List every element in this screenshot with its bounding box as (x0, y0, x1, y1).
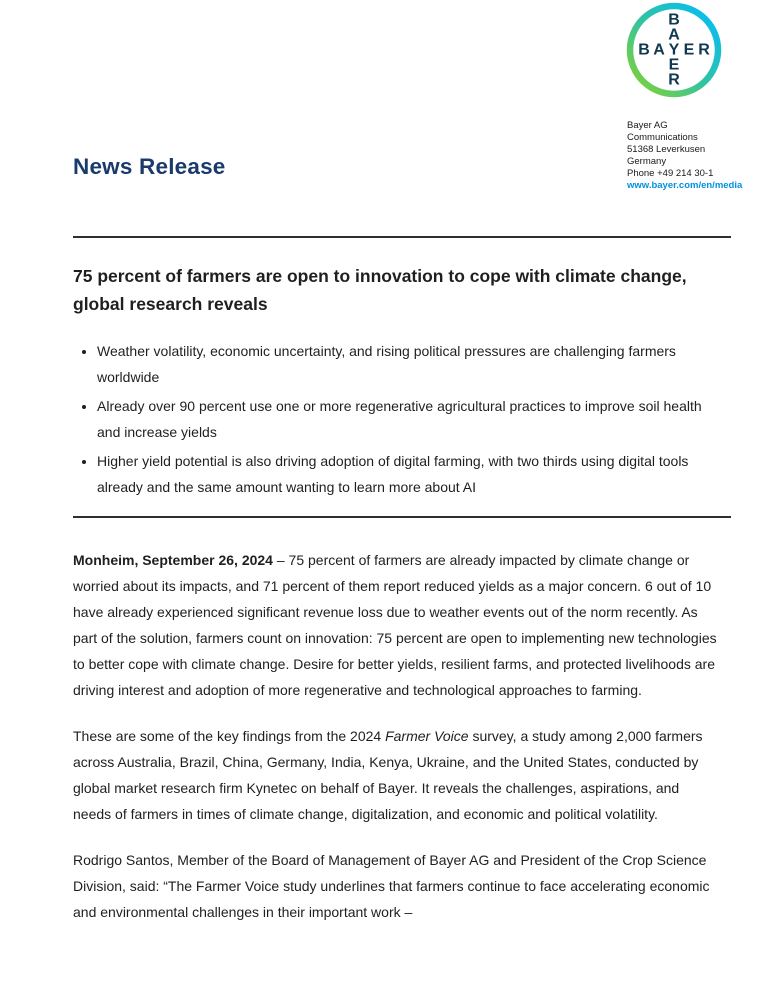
key-points-list (73, 338, 727, 503)
logo-letter: Y (668, 41, 680, 59)
logo-letter: A (668, 26, 680, 44)
paragraph-segment: Monheim, September 26, 2024 (73, 552, 273, 568)
masthead-title: News Release (73, 154, 226, 179)
bayer-cross-logo (626, 2, 722, 98)
bayer-logo (626, 2, 722, 98)
body-paragraph (73, 847, 721, 925)
media-link[interactable]: www.bayer.com/en/media (627, 180, 743, 191)
contact-line-company: Bayer AG (627, 120, 668, 131)
body-paragraph (73, 723, 721, 827)
logo-letter: B (638, 41, 650, 59)
contact-line-department: Communications (627, 132, 698, 143)
logo-letter: A (653, 41, 665, 59)
key-point-item: • Weather volatility, economic uncertainty, and rising political pressures are challenging farmers worldwide (97, 338, 727, 390)
key-point-item: • Higher yield potential is also driving adoption of digital farming, with two thirds using digital tools already and the same amount wanting to learn more about AI (97, 448, 727, 500)
paragraph-segment: These are some of the key findings from the 2024 (73, 728, 386, 744)
contact-line-phone: Phone +49 214 30-1 (627, 168, 714, 179)
contact-block (627, 120, 742, 192)
logo-letter: R (698, 41, 710, 59)
article-body (73, 547, 721, 945)
logo-letter: E (683, 41, 695, 59)
logo-letter: E (668, 56, 680, 74)
divider-top (73, 236, 731, 238)
article-headline: 75 percent of farmers are open to innovation to cope with climate change, global research reveals (73, 266, 687, 314)
logo-letter: B (668, 11, 680, 29)
paragraph-segment: Farmer Voice (385, 728, 469, 744)
divider-mid (73, 516, 731, 518)
contact-line-postcode: 51368 Leverkusen (627, 144, 706, 155)
paragraph-segment: – 75 percent of farmers are already impacted by climate change or worried about its impacts, and 71 percent of them report reduced yields as a major concern. 6 out of 10 have already experienced significant revenue loss due to weather events out of the norm recently. As part of the solution, farmers count on innovation: 75 percent are open to implementing new technologies to better cope with climate change. Desire for better yields, resilient farms, and protected livelihoods are driving interest and adoption of more regenerative and technological approaches to farming. (73, 552, 717, 698)
key-point-item: • Already over 90 percent use one or more regenerative agricultural practices to improve soil health and increase yields (97, 393, 727, 445)
body-paragraph (73, 547, 721, 703)
paragraph-segment: Rodrigo Santos, Member of the Board of Management of Bayer AG and President of the Crop Science Division, said: “The Farmer Voice study underlines that farmers continue to face accelerating economic and environmental challenges in their important work – (73, 852, 710, 920)
logo-letter: R (668, 71, 680, 89)
paragraph-segment: survey, a study among 2,000 farmers across Australia, Brazil, China, Germany, India, Kenya, Ukraine, and the United States, conducted by global market research firm Kynetec on behalf of Bayer. It reveals the challenges, aspirations, and needs of farmers in times of climate change, digitalization, and economic and political volatility. (73, 728, 703, 822)
contact-line-country: Germany (627, 156, 667, 167)
